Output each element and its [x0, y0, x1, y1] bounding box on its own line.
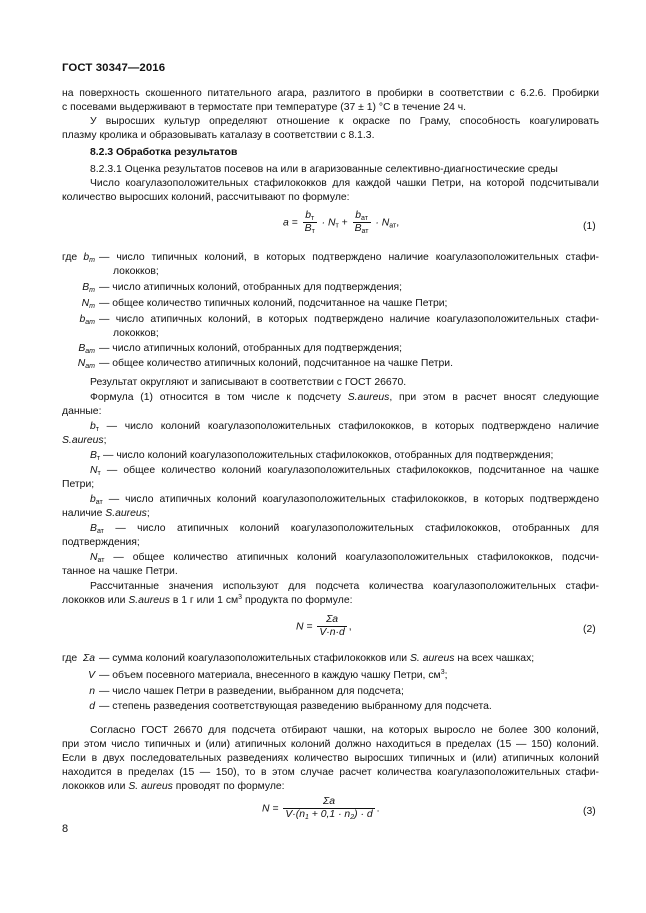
paragraph-line: данные: [62, 406, 102, 417]
subscript: ат [85, 363, 95, 370]
formula-denominator: V·n·d [319, 627, 345, 638]
subscript: 2 [350, 814, 355, 821]
text: на всех чашках; [457, 653, 535, 664]
subscript: т [89, 287, 95, 294]
fraction [303, 210, 317, 235]
text: — число атипичных колоний коагулазоположительных стафилококков, отобранных для [115, 523, 599, 534]
text: + 0,1 · n [311, 809, 351, 820]
subscript: ат [85, 348, 95, 355]
text: ; [103, 435, 107, 446]
formula-subscript: ат [389, 222, 397, 230]
formula-subscript: ат [361, 228, 369, 235]
symbol: b [83, 252, 90, 263]
symbol: B [90, 523, 97, 534]
def-symbol: V [88, 670, 95, 681]
paragraph-line: У выросших культур определяют отношение к окраске по Граму, способность коагулировать [90, 116, 599, 127]
formula-subscript: ат [360, 215, 368, 222]
def-text: — число атипичных колоний, отобранных для подтверждения; [99, 282, 403, 293]
superscript: 3 [440, 669, 445, 676]
subscript: т [96, 455, 101, 462]
paragraph-line: Рассчитанные значения используют для подсчета количества коагулазоположительных стафи- [90, 581, 599, 592]
organism-name: S.aureus [62, 435, 104, 446]
formula-punct: . [376, 803, 380, 815]
text: лококков или [62, 781, 126, 792]
def-symbol [75, 297, 95, 311]
def-text: — число типичных колоний, в которых подтверждено наличие коагулазоположительных стафи- [99, 252, 599, 263]
def-text-cont: лококков; [113, 328, 159, 339]
def-text-cont: лококков; [113, 266, 159, 277]
text: — общее количество колоний коагулазоположительных стафилококков, подсчитанное на чашке [106, 465, 599, 476]
formula-symbol: b [305, 210, 311, 221]
page-number: 8 [62, 823, 69, 835]
def-symbol [75, 313, 95, 327]
subscript: ат [95, 499, 103, 506]
formula-symbol: B [304, 223, 312, 234]
symbol: b [90, 494, 96, 505]
symbol: b [79, 314, 86, 325]
symbol: B [78, 343, 86, 354]
formula-lhs: a = [283, 217, 298, 229]
symbol: B [90, 450, 97, 461]
subscript: т [89, 257, 95, 264]
formula-numerator: Σa [283, 796, 374, 809]
fraction [353, 210, 371, 235]
paragraph-line [90, 464, 599, 478]
subscript: т [95, 426, 99, 433]
text: — общее количество атипичных колоний коагулазоположительных стафилококков, подсчи- [113, 552, 599, 563]
organism-name: S.aureus [128, 595, 170, 606]
formula-2 [296, 614, 352, 639]
paragraph-line: подтверждения; [62, 537, 140, 548]
formula-symbol: b [355, 210, 361, 221]
formula-number: (3) [583, 806, 596, 817]
paragraph-line: Если в двух последовательных разведениях количество выросших типичных и (или) атипичных колоний [62, 753, 599, 764]
paragraph-line [62, 780, 599, 794]
formula-symbol: · N [321, 217, 336, 229]
paragraph-line [90, 391, 599, 405]
paragraph-line: находится в пределах (15 — 150), то в этом случае расчет количества коагулазоположительных стафи- [62, 767, 599, 778]
text: лококков или [62, 595, 126, 606]
paragraph-line [62, 507, 599, 521]
def-text [99, 652, 534, 666]
fraction [317, 614, 346, 639]
def-text: — число атипичных колоний, отобранных для подтверждения; [99, 343, 403, 354]
paragraph-line: с посевами выдерживают в термостате при температуре (37 ± 1) °С в течение 24 ч. [62, 102, 467, 113]
text: — объем посевного материала, внесенного в каждую чашку Петри, см [99, 670, 441, 681]
paragraph-line: на поверхность скошенного питательного агара, разлитого в пробирки в соответствии с 6.2.6. Пробирки [62, 88, 599, 99]
formula-numerator: Σa [317, 614, 346, 627]
document-header: ГОСТ 30347—2016 [62, 62, 166, 74]
def-symbol: n [89, 686, 95, 697]
def-text: — общее количество атипичных колоний, подсчитанное на чашке Петри. [99, 358, 453, 369]
formula-subscript: т [310, 215, 315, 222]
organism-name: S. aureus [409, 653, 455, 664]
text: — число колоний коагулазоположительных стафилококков, в которых подтверждено наличие [106, 421, 599, 432]
formula-subscript: т [311, 228, 315, 235]
symbol: b [90, 421, 96, 432]
def-symbol: d [89, 701, 95, 712]
superscript: 3 [238, 594, 243, 601]
text: — число атипичных колоний коагулазоположительных стафилококков, в которых подтверждено [108, 494, 599, 505]
subscript: ат [85, 319, 95, 326]
paragraph-line [62, 594, 599, 608]
symbol: N [90, 465, 98, 476]
paragraph-line [90, 420, 599, 434]
formula-1 [283, 210, 399, 235]
subscript: ат [96, 528, 104, 535]
def-symbol [75, 357, 95, 371]
paragraph-line: количество выросших колоний, рассчитывают по формуле: [62, 192, 350, 203]
formula-lhs: N = [262, 803, 279, 815]
text: — число колоний коагулазоположительных стафилококков, отобранных для подтверждения; [103, 450, 554, 461]
subscript: т [89, 303, 95, 310]
formula-punct: , [348, 621, 352, 633]
paragraph-line: танное на чашке Петри. [62, 566, 178, 577]
def-symbol [75, 281, 95, 295]
paragraph-line [90, 551, 599, 565]
formula-denominator [283, 809, 374, 821]
paragraph-line: Согласно ГОСТ 26670 для подсчета отбирают чашки, на которых выросло не более 300 колоний, [90, 725, 599, 736]
def-text: — число чашек Петри в разведении, выбранном для подсчета; [99, 686, 404, 697]
formula-number: (2) [583, 624, 596, 635]
text: , при этом в расчет вносят следующие [389, 392, 599, 403]
formula-symbol: · N [375, 217, 390, 229]
def-text [99, 669, 447, 683]
text: ; [146, 508, 150, 519]
where-lead: где [62, 252, 78, 263]
paragraph-line: Число коагулазоположительных стафилококков для каждой чашки Петри, на которой подсчитывали [90, 178, 599, 189]
def-symbol [75, 251, 95, 265]
subscript: т [97, 470, 101, 477]
where-lead: где [62, 653, 78, 664]
text: Формула (1) относится в том числе к подсчету [90, 392, 341, 403]
paragraph-line [90, 522, 599, 536]
formula-subscript: т [335, 222, 339, 230]
text: ; [444, 670, 448, 681]
paragraph-line [90, 449, 599, 463]
symbol: B [82, 282, 90, 293]
def-text: — степень разведения соответствующая разведению выбранному для подсчета. [99, 701, 492, 712]
symbol: N [77, 358, 86, 369]
subscript: ат [97, 557, 105, 564]
section-heading: 8.2.3 Обработка результатов [90, 147, 238, 158]
text: проводят по формуле: [175, 781, 285, 792]
def-text: — общее количество типичных колоний, подсчитанное на чашке Петри; [99, 298, 448, 309]
paragraph-line: плазму кролика и образовывать каталазу в соответствии с 8.1.3. [62, 130, 375, 141]
text: V·(n [285, 809, 305, 820]
subscript: 1 [305, 814, 309, 821]
text: наличие [62, 508, 103, 519]
def-symbol [75, 342, 95, 356]
symbol: N [81, 298, 90, 309]
text: в 1 г или 1 см [172, 595, 239, 606]
def-text: — число атипичных колоний, в которых подтверждено наличие коагулазоположительных стафи- [99, 314, 599, 325]
paragraph-line: Петри; [62, 479, 95, 490]
formula-operator: + [341, 217, 348, 229]
paragraph-line: при этом число типичных и (или) атипичных колоний должно находиться в пределах (15 — 150) колоний. [62, 739, 599, 750]
formula-punct: , [396, 217, 400, 229]
formula-3 [262, 796, 380, 821]
fraction [283, 796, 374, 821]
text: — сумма колоний коагулазоположительных стафилококков или [99, 653, 408, 664]
def-symbol: Σa [82, 653, 95, 664]
paragraph-line [62, 434, 599, 448]
text: ) · d [354, 809, 373, 820]
paragraph-line: Результат округляют и записывают в соответствии с ГОСТ 26670. [90, 377, 407, 388]
organism-name: S. aureus [128, 781, 173, 792]
formula-symbol: B [354, 223, 362, 234]
paragraph-line [90, 493, 599, 507]
symbol: N [90, 552, 98, 563]
formula-number: (1) [583, 221, 596, 232]
organism-name: S.aureus [347, 392, 390, 403]
text: продукта по формуле: [244, 595, 353, 606]
organism-name: S.aureus [105, 508, 147, 519]
formula-lhs: N = [296, 621, 313, 633]
subsection-heading: 8.2.3.1 Оценка результатов посевов на или в агаризованные селективно-диагностические среды [90, 164, 558, 175]
